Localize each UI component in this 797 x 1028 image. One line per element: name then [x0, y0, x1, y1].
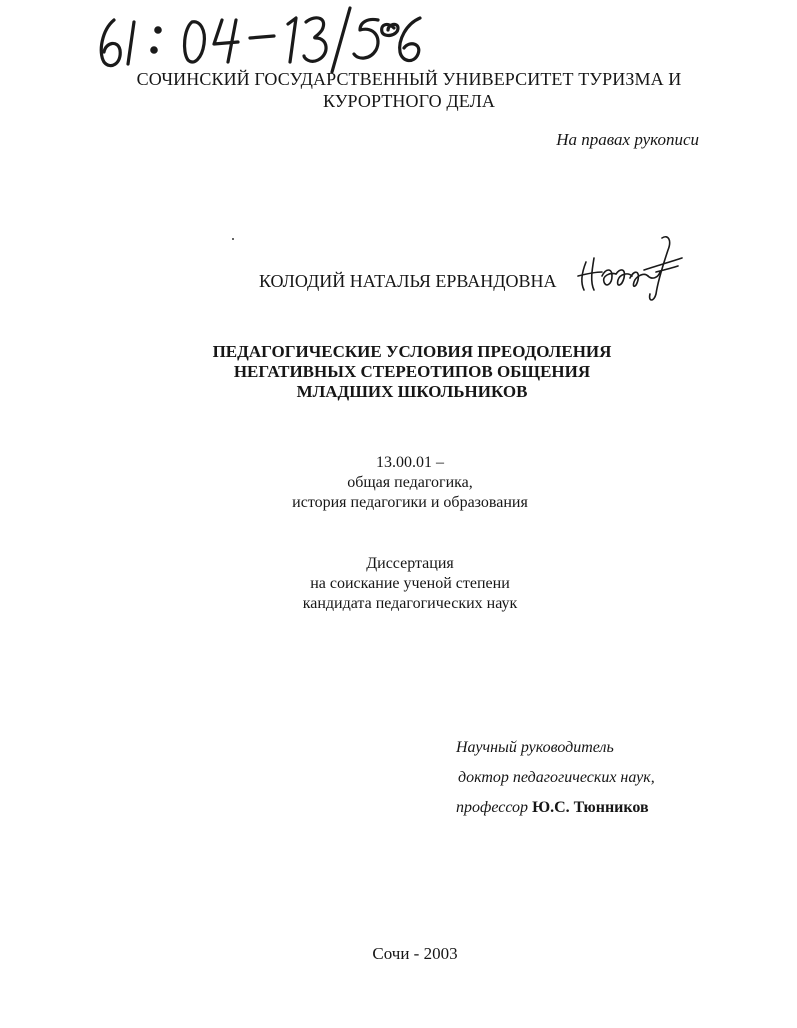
manuscript-note: На правах рукописи: [556, 130, 699, 149]
supervisor-degree: доктор педагогических наук,: [458, 769, 655, 786]
supervisor-name: Ю.С. Тюнников: [532, 799, 649, 816]
author-name: КОЛОДИЙ НАТАЛЬЯ ЕРВАНДОВНА: [259, 271, 557, 291]
title-line-1: ПЕДАГОГИЧЕСКИЕ УСЛОВИЯ ПРЕОДОЛЕНИЯ: [212, 342, 612, 361]
handwritten-code-svg: [92, 4, 422, 74]
specialty-line-2: история педагогики и образования: [292, 494, 528, 511]
specialty-line-1: общая педагогика,: [347, 474, 473, 491]
title-line-2: НЕГАТИВНЫХ СТЕРЕОТИПОВ ОБЩЕНИЯ: [233, 362, 591, 381]
title-line-3: МЛАДШИХ ШКОЛЬНИКОВ: [296, 382, 528, 401]
supervisor-title: профессор: [456, 799, 529, 816]
degree-line-2: на соискание ученой степени: [310, 575, 510, 592]
degree-block: [160, 554, 660, 614]
specialty-code: 13.00.01 –: [376, 454, 444, 471]
degree-line-3: кандидата педагогических наук: [302, 595, 518, 612]
dissertation-title: [130, 342, 694, 402]
supervisor-role: Научный руководитель: [456, 739, 614, 756]
city-year: Сочи - 2003: [372, 944, 458, 963]
supervisor-name-line: [456, 793, 655, 823]
supervisor-role-line: [456, 733, 655, 763]
handwritten-archive-code: [92, 4, 422, 74]
supervisor-block: [456, 733, 655, 823]
author-signature: [572, 232, 690, 304]
specialty-block: [160, 453, 660, 513]
supervisor-degree-line: [456, 763, 655, 793]
signature-svg: [572, 232, 690, 304]
degree-line-1: Диссертация: [366, 555, 454, 572]
scan-speck: [232, 238, 234, 240]
university-name: СОЧИНСКИЙ ГОСУДАРСТВЕННЫЙ УНИВЕРСИТЕТ ТУРИЗМА И КУРОРТНОГО ДЕЛА: [136, 69, 682, 111]
